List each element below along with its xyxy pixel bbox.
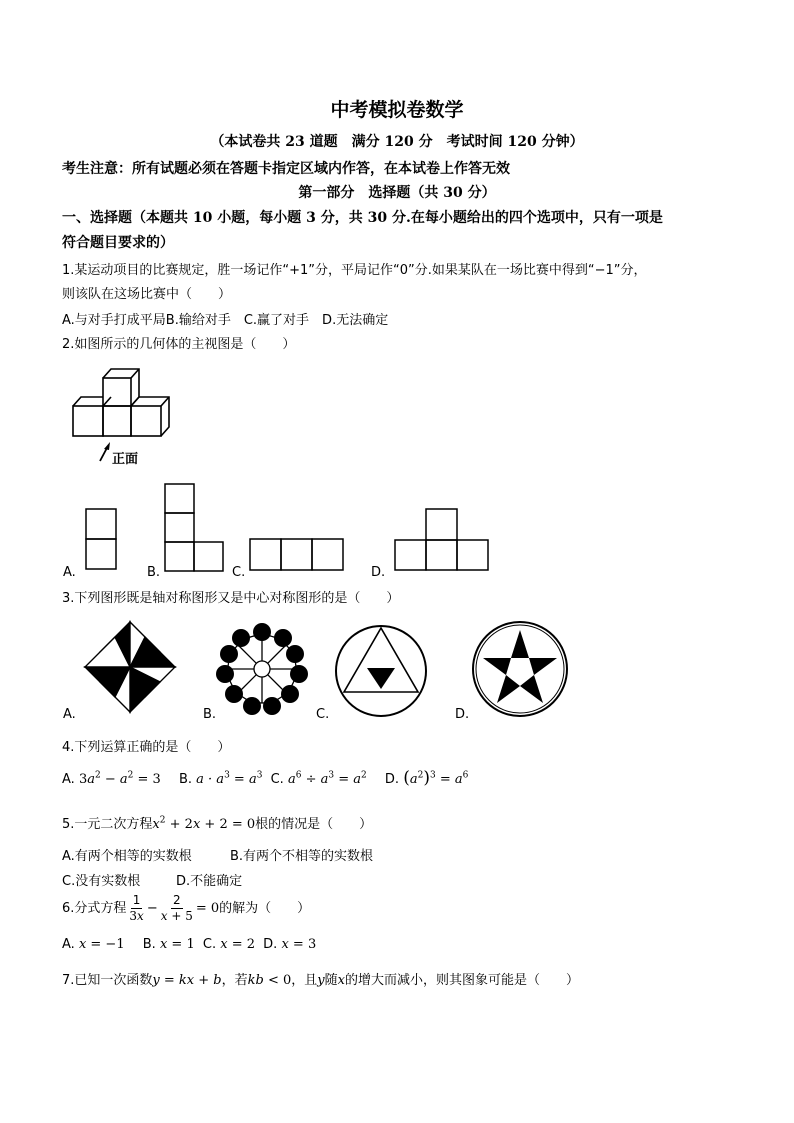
q2-option-a-figure (85, 508, 117, 572)
q6-option-c-expr: x = 2 (220, 937, 256, 952)
q5-option-a: A.有两个相等的实数根 (62, 849, 192, 864)
q6-option-a-label: A. (62, 937, 75, 952)
q5-equation: $x^2 + 2x + 2 = 0$ (152, 815, 256, 832)
q3-label-b: B. (203, 707, 217, 722)
q7-condition: kb < 0 (247, 973, 292, 988)
q3-option-c-triangle-in-circle (334, 624, 428, 718)
q3-stem: 3.下列图形既是轴对称图形又是中心对称图形的是（ ） (62, 591, 400, 606)
q3-label-a: A. (63, 707, 76, 722)
q7-function: y = kx + b (152, 973, 222, 988)
q7-text-1: 7.已知一次函数 (62, 973, 153, 988)
q6-option-c-label: C. (202, 937, 217, 952)
q2-label-a: A. (63, 565, 76, 580)
q7-stem (62, 969, 579, 988)
section-heading-line2: 符合题目要求的） (62, 235, 174, 251)
q2-option-c-figure (249, 538, 344, 572)
q6-option-d-label: D. (263, 937, 278, 952)
q4-option-d-label: D. (384, 772, 400, 787)
section-heading-line1: 一、选择题（本题共 10 小题，每小题 3 分，共 30 分.在每小题给出的四个选项中，只有一项是 (62, 210, 663, 226)
q6-option-d-expr: x = 3 (281, 937, 317, 952)
q2-label-c: C. (232, 565, 246, 580)
q2-label-b: B. (147, 565, 161, 580)
q5-stem (62, 813, 372, 832)
page-title: 中考模拟卷数学 (330, 99, 464, 121)
q6-fraction-2: $\frac{2}{x + 5}$ (160, 893, 193, 923)
q6-stem-suffix: 的解为（ ） (219, 901, 311, 916)
q4-option-a-expr: $3a^2 - a^2 = 3$ (78, 770, 161, 787)
q2-option-b-figure (164, 483, 224, 573)
q4-option-c-expr: $a^6 \div a^3 = a^2$ (287, 770, 367, 787)
q3-label-d: D. (455, 707, 470, 722)
q4-options (62, 768, 468, 788)
q3-label-c: C. (316, 707, 330, 722)
q7-text-2: ，若 (221, 973, 248, 988)
q2-stem: 2.如图所示的几何体的主视图是（ ） (62, 337, 296, 352)
q3-option-b-flower (215, 622, 309, 716)
q5-option-c: C.没有实数根 (62, 874, 141, 889)
q1-stem-line2: 则该队在这场比赛中（ ） (62, 287, 232, 302)
q5-stem-suffix: 根的情况是（ ） (255, 817, 373, 832)
exam-notice: 考生注意：所有试题必须在答题卡指定区域内作答，在本试卷上作答无效 (62, 161, 510, 177)
q7-var-y: y (317, 973, 325, 988)
q4-option-b-expr: $a \cdot a^3 = a^3$ (196, 770, 263, 787)
q3-option-a-pinwheel (80, 617, 180, 717)
q6-option-b-label: B. (142, 937, 156, 952)
q4-option-c-label: C. (270, 772, 284, 787)
q4-stem: 4.下列运算正确的是（ ） (62, 740, 231, 755)
part-heading: 第一部分 选择题（共 30 分） (298, 185, 496, 201)
q6-options (62, 937, 316, 952)
q3-option-d-star-in-circle (471, 620, 569, 718)
q1-options: A.与对手打成平局B.输给对手 C.赢了对手 D.无法确定 (62, 313, 389, 328)
q5-option-b: B.有两个不相等的实数根 (230, 849, 374, 864)
q4-option-a-label: A. (62, 772, 75, 787)
q6-fraction-1: $\frac{1}{3x}$ (129, 893, 144, 923)
q4-option-d-expr: $(a^2)^3 = a^6$ (403, 768, 469, 788)
q6-stem: 6.分式方程 $\frac{1}{3x}$ − $\frac{2}{x + 5}$ = 0的解为（ ） (62, 893, 311, 923)
q6-option-b-expr: x = 1 (159, 937, 195, 952)
exam-info: （本试卷共 23 道题 满分 120 分 考试时间 120 分钟） (210, 134, 584, 150)
q6-stem-prefix: 6.分式方程 (62, 901, 127, 916)
q5-option-d: D.不能确定 (176, 874, 243, 889)
q6-option-a-expr: x = −1 (78, 937, 125, 952)
q4-option-b-label: B. (178, 772, 193, 787)
q2-label-d: D. (371, 565, 386, 580)
q1-stem-line1: 1.某运动项目的比赛规定，胜一场记作“+1”分，平局记作“0”分.如果某队在一场比赛中得到“−1”分， (62, 263, 647, 278)
q2-front-label: 正面 (112, 452, 139, 467)
q7-text-3: ，且 (291, 973, 318, 988)
q2-option-d-figure (394, 508, 489, 572)
q7-var-x: x (337, 973, 345, 988)
q7-text-4: 随 (324, 973, 338, 988)
q7-text-5: 的增大而减小，则其图象可能是（ ） (345, 973, 580, 988)
q5-stem-prefix: 5.一元二次方程 (62, 817, 153, 832)
